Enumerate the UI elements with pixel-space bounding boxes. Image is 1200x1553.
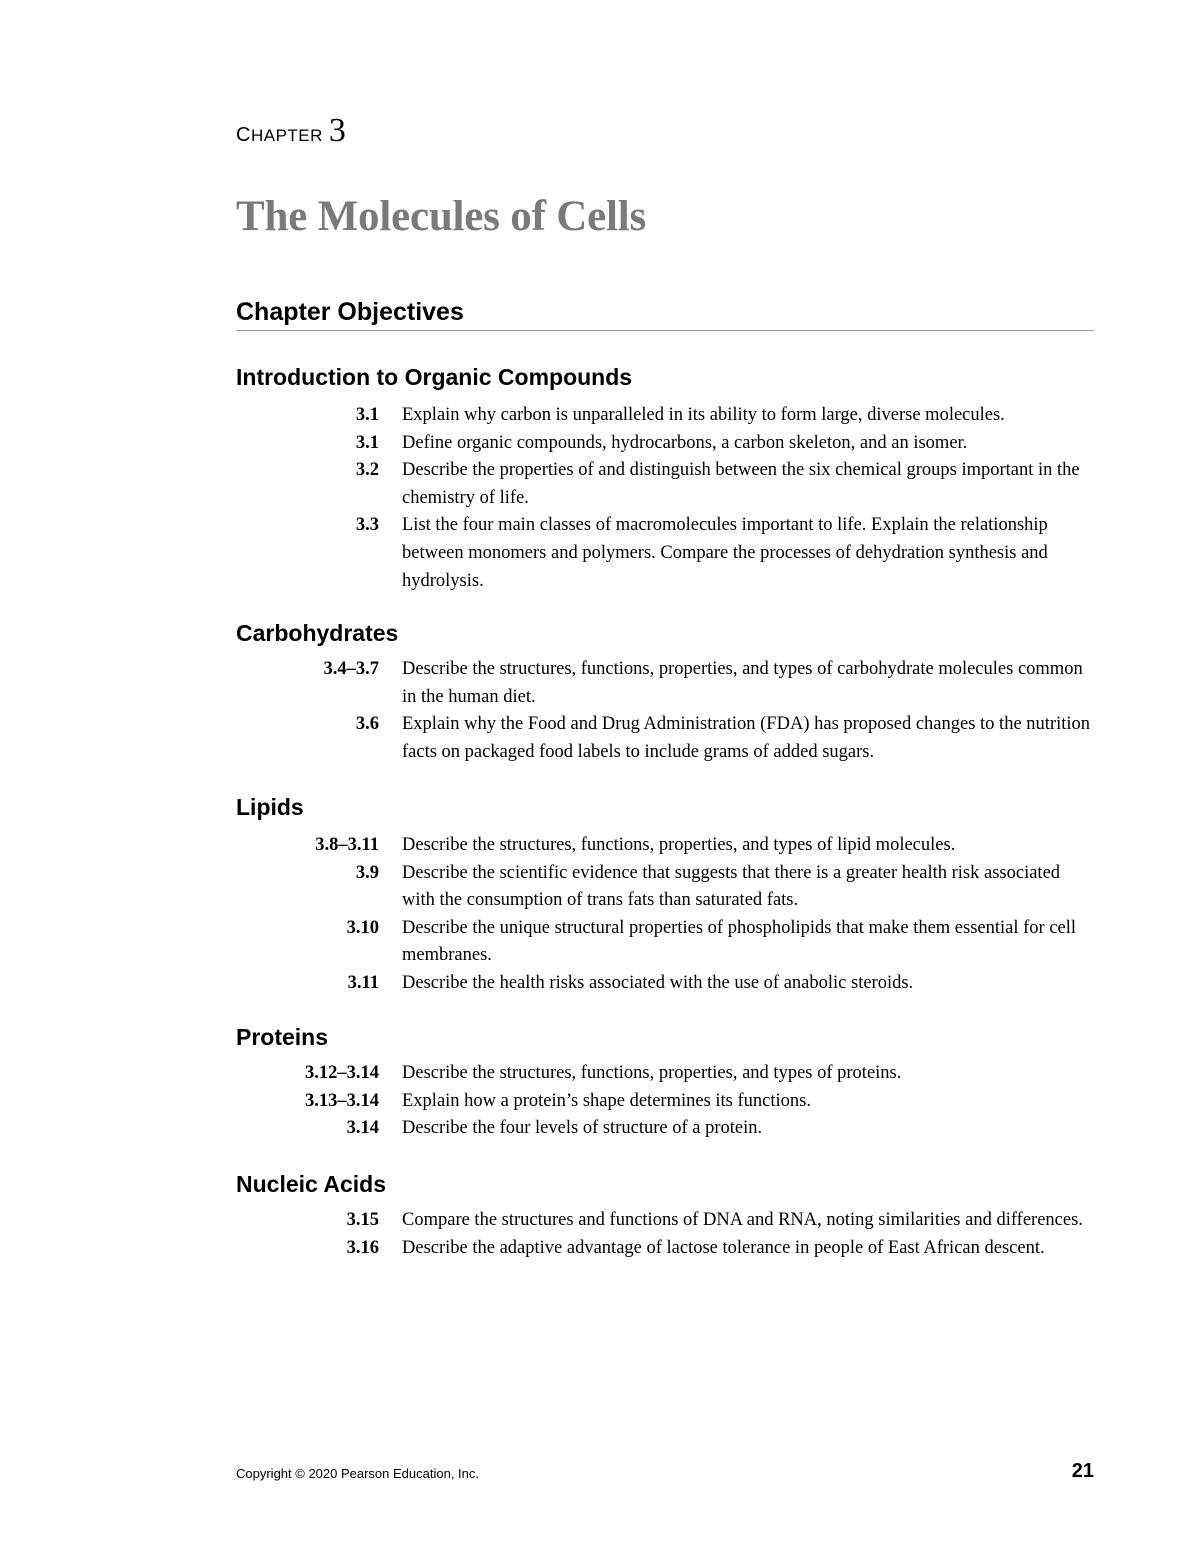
objective-text: Describe the unique structural properties of phospholipids that make them essential for cell membranes. (402, 917, 1077, 966)
section-heading: Proteins (236, 1024, 329, 1050)
section-carbohydrates (236, 618, 1094, 766)
section-lipids (236, 792, 1094, 998)
objective-item (236, 1060, 1094, 1088)
objective-number: 3.15 (346, 1210, 379, 1230)
objective-item (236, 457, 1094, 512)
objective-number: 3.6 (355, 714, 379, 735)
section-nucleic-acids (236, 1169, 1094, 1262)
objective-number: 3.11 (347, 972, 379, 993)
objective-number: 3.12–3.14 (305, 1063, 379, 1083)
objective-text: Describe the four levels of structure of a protein. (402, 1118, 763, 1139)
objective-text: List the four main classes of macromolecules important to life. Explain the relationship between monomers and polymers. Compare the processes of dehydration synthesis and hydrolysis. (402, 515, 1048, 591)
objective-item (236, 1115, 1094, 1143)
chapter-title: The Molecules of Cells (236, 193, 646, 240)
objective-item (236, 1088, 1094, 1116)
objective-number: 3.10 (346, 917, 379, 938)
objective-number: 3.1 (355, 405, 379, 425)
objective-item (236, 915, 1094, 970)
objective-number: 3.14 (346, 1118, 379, 1139)
objective-item (236, 832, 1094, 860)
objective-item (236, 1207, 1094, 1235)
objective-item (236, 1235, 1094, 1263)
objective-text: Explain why carbon is unparalleled in its ability to form large, diverse molecules. (402, 405, 1005, 425)
objective-item (236, 860, 1094, 915)
section-heading: Introduction to Organic Compounds (236, 364, 633, 390)
objective-text: Explain how a protein’s shape determines its functions. (402, 1090, 811, 1111)
objective-item (236, 656, 1094, 711)
objective-text: Describe the structures, functions, properties, and types of proteins. (402, 1063, 902, 1083)
objective-text: Explain why the Food and Drug Administration (FDA) has proposed changes to the nutrition facts on packaged food labels to include grams of added sugars. (402, 714, 1091, 762)
chapter-label (236, 112, 346, 150)
objective-number: 3.4–3.7 (323, 659, 379, 679)
objective-number: 3.1 (355, 432, 379, 453)
objectives-header: Chapter Objectives (236, 298, 1094, 331)
chapter-label-rest: HAPTER (250, 126, 323, 145)
objective-text: Describe the scientific evidence that suggests that there is a greater health risk associated with the consumption of trans fats than saturated fats. (402, 862, 1061, 911)
objective-number: 3.8–3.11 (315, 835, 379, 855)
objective-number: 3.2 (355, 460, 379, 481)
objective-number: 3.3 (355, 515, 379, 536)
objective-number: 3.16 (346, 1237, 379, 1258)
objective-item (236, 512, 1094, 595)
objective-text: Define organic compounds, hydrocarbons, a carbon skeleton, and an isomer. (402, 432, 968, 453)
objective-text: Describe the adaptive advantage of lactose tolerance in people of East African descent. (402, 1237, 1045, 1258)
chapter-number: 3 (328, 112, 347, 149)
copyright-notice: Copyright © 2020 Pearson Education, Inc. (236, 1466, 480, 1481)
objective-text: Describe the properties of and distinguish between the six chemical groups important in the chemistry of life. (402, 460, 1080, 508)
objective-text: Describe the health risks associated with the use of anabolic steroids. (402, 972, 914, 993)
chapter-label-initial: C (236, 124, 251, 146)
objective-text: Describe the structures, functions, properties, and types of carbohydrate molecules common in the human diet. (402, 659, 1083, 707)
objective-number: 3.9 (355, 862, 379, 883)
objective-text: Describe the structures, functions, properties, and types of lipid molecules. (402, 835, 956, 855)
section-heading: Lipids (236, 794, 304, 820)
objective-item (236, 970, 1094, 998)
section-heading: Carbohydrates (236, 620, 399, 646)
section-proteins (236, 1022, 1094, 1143)
objective-number: 3.13–3.14 (305, 1090, 379, 1111)
objective-text: Compare the structures and functions of DNA and RNA, noting similarities and differences. (402, 1210, 1083, 1230)
objective-item (236, 711, 1094, 766)
objective-item (236, 430, 1094, 458)
objective-item (236, 402, 1094, 430)
section-introduction (236, 362, 1094, 595)
page-number: 21 (1071, 1460, 1094, 1482)
section-heading: Nucleic Acids (236, 1171, 386, 1197)
